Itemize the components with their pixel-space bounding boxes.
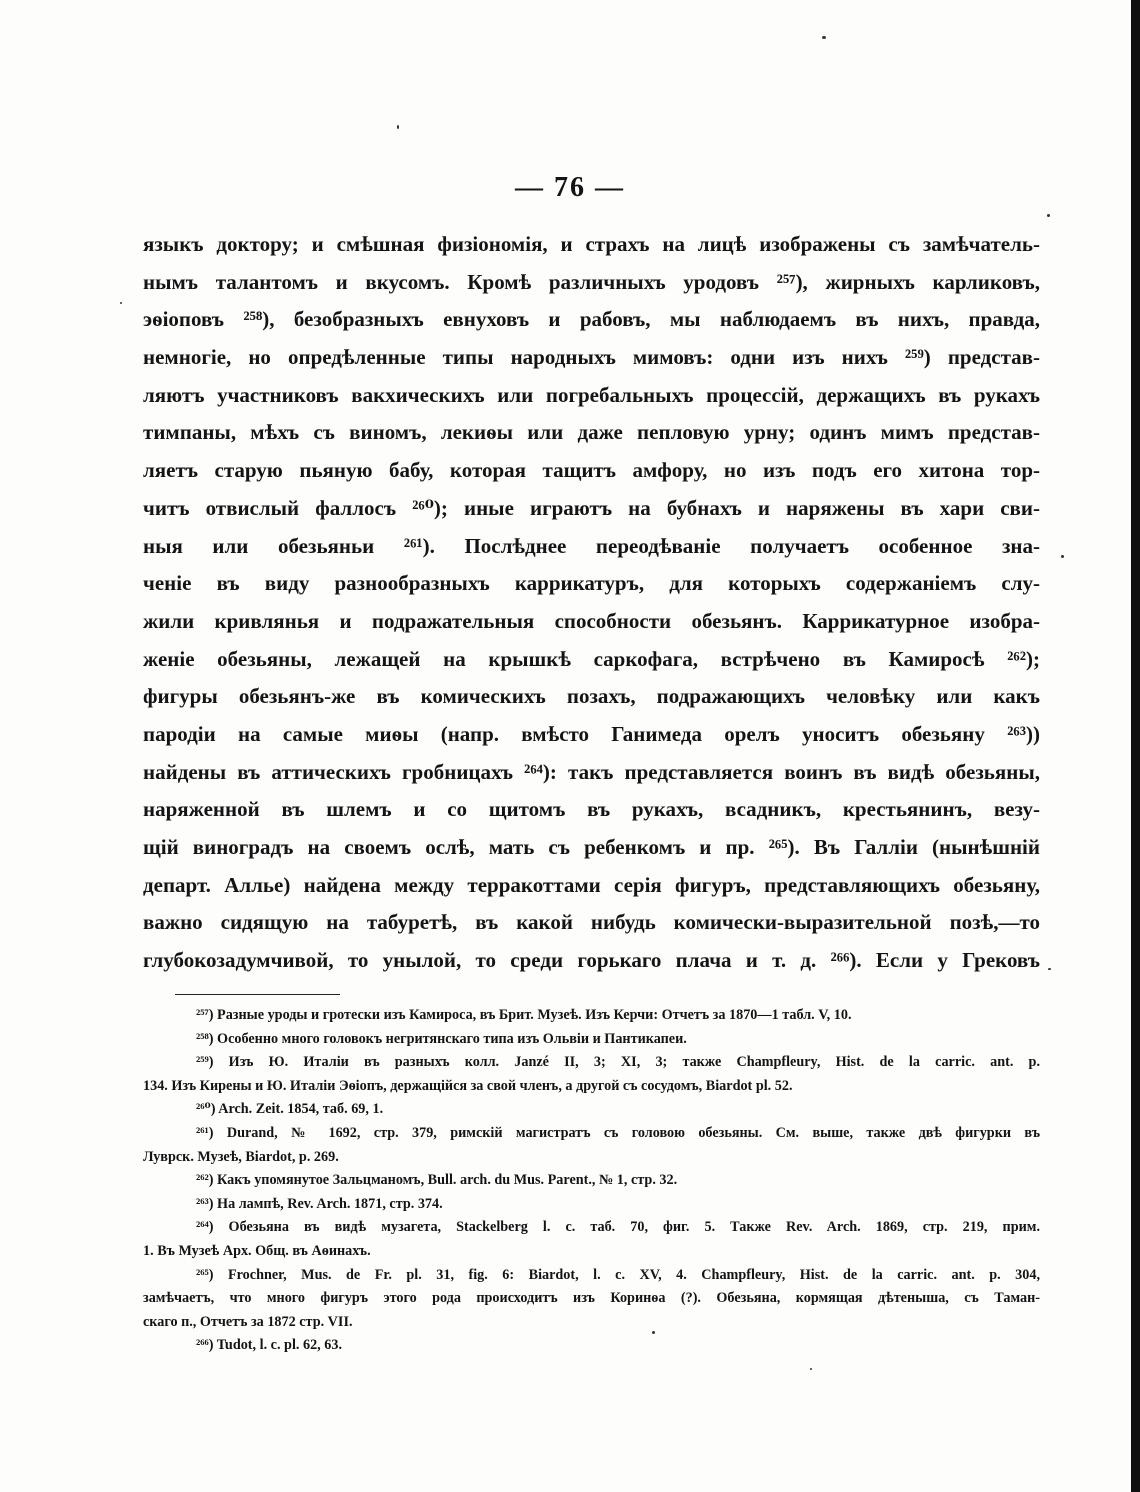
body-line: языкъ доктору; и смѣшная физіономія, и страхъ на лицѣ изображены съ замѣчатель- bbox=[143, 232, 1040, 256]
footnote-line: ²⁶⁶) Tudot, l. c. pl. 62, 63. bbox=[196, 1337, 342, 1354]
scan-speck bbox=[1048, 968, 1051, 970]
body-line: немногіе, но опредѣленные типы народныхъ мимовъ: одни изъ нихъ ²⁵⁹) представ- bbox=[143, 345, 1040, 370]
body-line: ныя или обезьяньи ²⁶¹). Послѣднее переодѣваніе получаетъ особенное зна- bbox=[143, 533, 1040, 558]
footnote-line: ²⁵⁷) Разные уроды и гротески изъ Камироса, въ Брит. Музеѣ. Изъ Керчи: Отчетъ за 1870—1 табл. V, 10. bbox=[196, 1007, 852, 1023]
body-line: эѳіоповъ ²⁵⁸), безобразныхъ евнуховъ и рабовъ, мы наблюдаемъ въ нихъ, правда, bbox=[143, 307, 1040, 332]
body-text bbox=[143, 226, 1040, 980]
footnote-divider bbox=[175, 994, 340, 995]
body-line: тимпаны, мѣхъ съ виномъ, лекиѳы или даже пепловую урну; одинъ мимъ представ- bbox=[143, 420, 1040, 445]
body-line: ченіе въ виду разнообразныхъ каррикатуръ, для которыхъ содержаніемъ слу- bbox=[143, 571, 1040, 596]
body-line: нымъ талантомъ и вкусомъ. Кромѣ различныхъ уродовъ ²⁵⁷), жирныхъ карликовъ, bbox=[143, 269, 1040, 294]
footnote-line: ²⁵⁹) Изъ Ю. Италіи въ разныхъ колл. Janzé II, 3; XI, 3; также Champfleury, Hist. de la carric. ant. p. bbox=[196, 1054, 1040, 1071]
scan-speck bbox=[822, 36, 826, 39]
scan-speck bbox=[1061, 555, 1064, 558]
body-line: департ. Аллье) найдена между терракоттами серія фигуръ, представляющихъ обезьяну, bbox=[143, 872, 1040, 897]
scan-speck bbox=[397, 125, 399, 129]
body-line: фигуры обезьянъ-же въ комическихъ позахъ, подражающихъ человѣку или какъ bbox=[143, 684, 1040, 709]
body-line: ляютъ участниковъ вакхическихъ или погребальныхъ процессій, держащихъ въ рукахъ bbox=[143, 382, 1040, 407]
footnote-line: ²⁶³) На лампѣ, Rev. Arch. 1871, стр. 374. bbox=[196, 1195, 443, 1212]
footnote-line: ²⁶²) Какъ упомянутое Зальцманомъ, Bull. arch. du Mus. Parent., № 1, стр. 32. bbox=[196, 1172, 678, 1189]
footnote-line: скаго п., Отчетъ за 1872 стр. VII. bbox=[143, 1313, 353, 1330]
scan-speck bbox=[1047, 214, 1050, 217]
body-line: глубокозадумчивой, то унылой, то среди горькаго плача и т. д. ²⁶⁶). Если у Грековъ bbox=[143, 948, 1040, 973]
scan-speck bbox=[810, 1368, 812, 1370]
body-line: пародіи на самые миѳы (напр. вмѣсто Ганимеда орелъ уноситъ обезьяну ²⁶³)) bbox=[143, 721, 1040, 746]
footnote-line: ²⁶⁴) Обезьяна въ видѣ музагета, Stackelberg l. c. таб. 70, фиг. 5. Также Rev. Arch. 1869, стр. 219, прим. bbox=[196, 1219, 1040, 1236]
body-line: важно сидящую на табуретѣ, въ какой нибудь комически-выразительной позѣ,—то bbox=[143, 910, 1040, 935]
footnote-line: 1. Въ Музеѣ Арх. Общ. въ Аѳинахъ. bbox=[143, 1242, 371, 1259]
footnote-line: ²⁶⁰) Arch. Zeit. 1854, таб. 69, 1. bbox=[196, 1101, 384, 1118]
footnote-line: Луврск. Музеѣ, Biardot, p. 269. bbox=[143, 1148, 339, 1165]
body-line: наряженной въ шлемъ и со щитомъ въ рукахъ, всадникъ, крестьянинъ, везу- bbox=[143, 797, 1040, 822]
footnotes bbox=[143, 1004, 1040, 1358]
footnote-line: ²⁶¹) Durand, № 1692, стр. 379, римскій магистратъ съ головою обезьяны. См. выше, также двѣ фигурки въ bbox=[196, 1124, 1040, 1141]
scan-speck bbox=[120, 302, 122, 304]
body-line: женіе обезьяны, лежащей на крышкѣ саркофага, встрѣчено въ Камиросѣ ²⁶²); bbox=[143, 646, 1040, 671]
body-line: найдены въ аттическихъ гробницахъ ²⁶⁴): такъ представляется воинъ въ видѣ обезьяны, bbox=[143, 759, 1040, 784]
page-number: — 76 — bbox=[515, 172, 625, 203]
footnote-line: 134. Изъ Кирены и Ю. Италіи Эѳіопъ, держащійся за свой членъ, а другой съ сосудомъ, Biardot pl. 52. bbox=[143, 1077, 793, 1094]
scan-edge bbox=[1131, 0, 1140, 1492]
footnote-line: ²⁵⁸) Особенно много головокъ негритянскаго типа изъ Ольвіи и Пантикапеи. bbox=[196, 1030, 687, 1047]
body-line: щій виноградъ на своемъ ослѣ, мать съ ребенкомъ и пр. ²⁶⁵). Въ Галліи (нынѣшній bbox=[143, 835, 1040, 859]
scan-speck bbox=[652, 1331, 655, 1334]
body-line: читъ отвислый фаллосъ ²⁶⁰); иные играютъ на бубнахъ и наряжены въ хари сви- bbox=[143, 495, 1040, 520]
footnote-line: замѣчаетъ, что много фигуръ этого рода происходитъ изъ Коринѳа (?). Обезьяна, кормящая дѣтеныша, съ Таман- bbox=[143, 1290, 1040, 1307]
body-line: жили кривлянья и подражательныя способности обезьянъ. Каррикатурное изобра- bbox=[143, 608, 1040, 633]
body-line: ляетъ старую пьяную бабу, которая тащитъ амфору, но изъ подъ его хитона тор- bbox=[143, 458, 1040, 483]
footnote-line: ²⁶⁵) Frochner, Mus. de Fr. pl. 31, fig. 6: Biardot, l. c. XV, 4. Champfleury, Hist. de la carric. ant. p. 304, bbox=[196, 1266, 1040, 1283]
